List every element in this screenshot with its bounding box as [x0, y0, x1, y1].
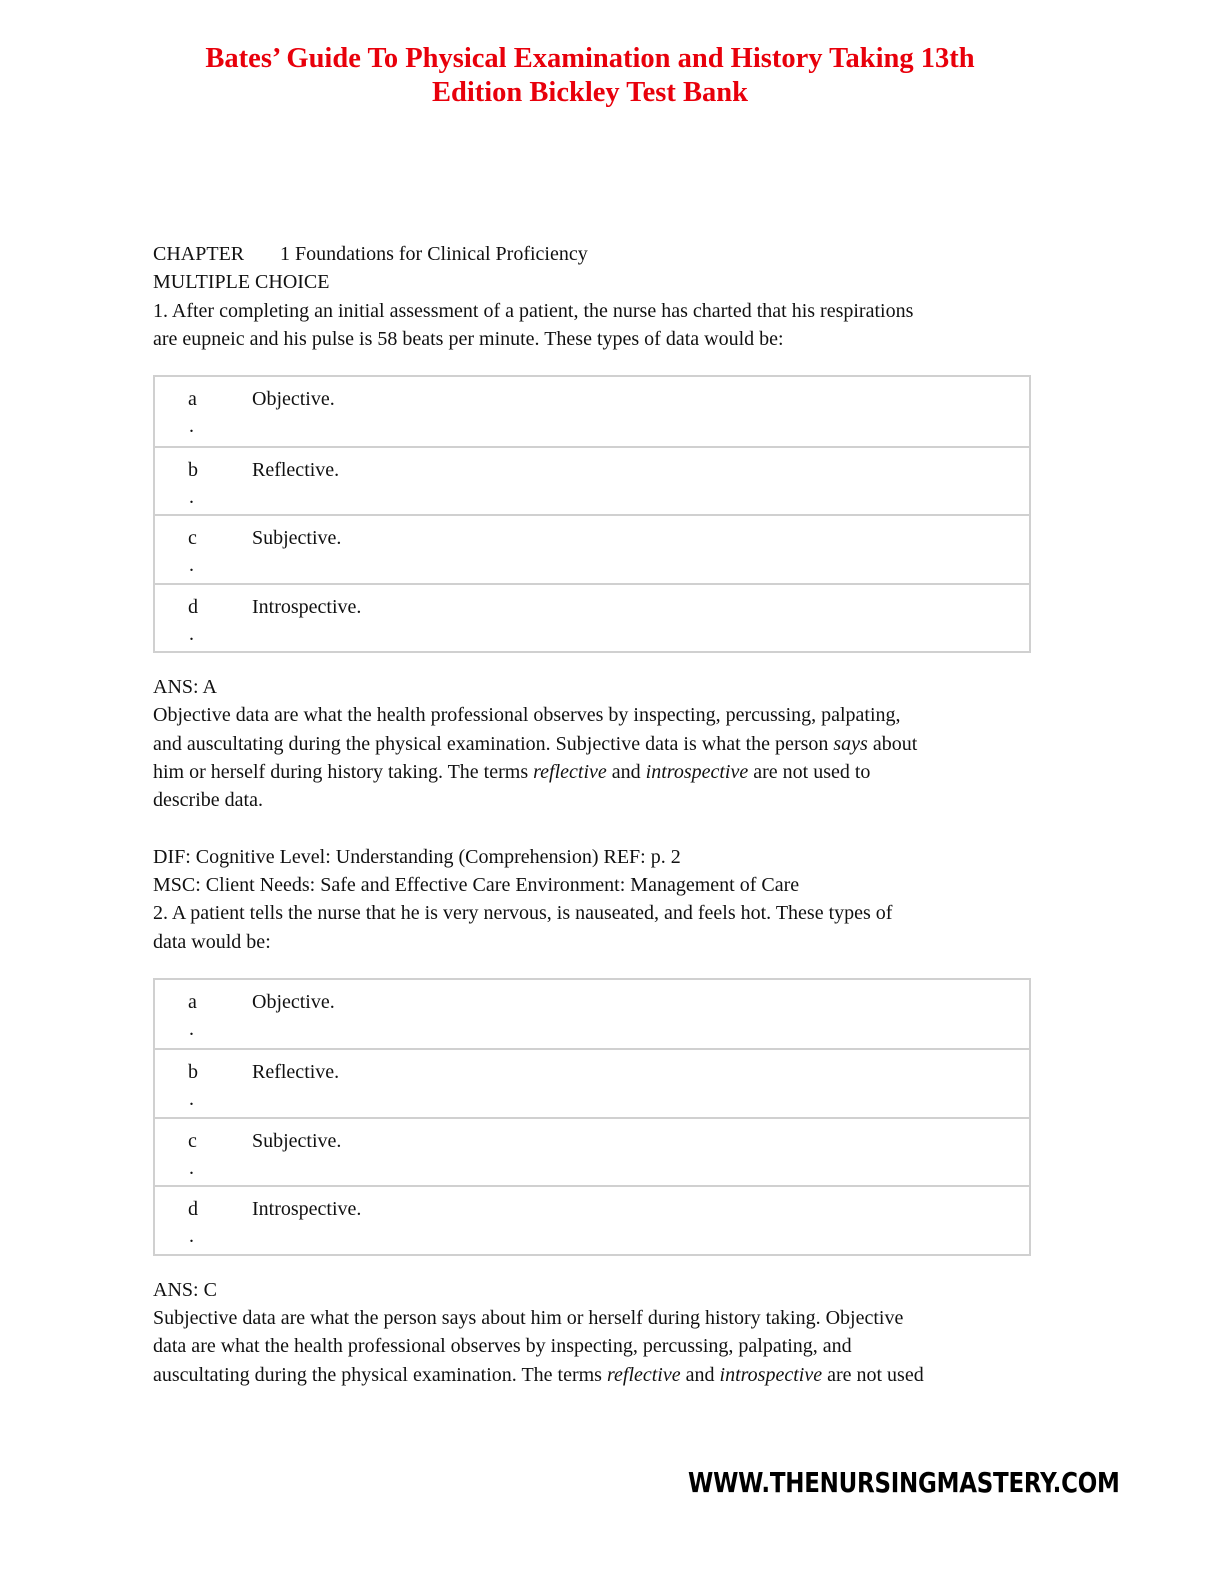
option-letter: c — [188, 1129, 197, 1152]
option-text: Objective. — [252, 990, 335, 1013]
option-row — [155, 514, 1029, 583]
option-letter: c — [188, 527, 197, 550]
options-table — [153, 978, 1031, 1256]
answer: ANS: C — [153, 1278, 217, 1301]
document-body — [153, 240, 1058, 1389]
rationale-line: Objective data are what the health professional observes by inspecting, percussing, palpating, — [153, 704, 901, 727]
question-1 — [153, 297, 1058, 900]
option-letter: d — [188, 595, 198, 618]
rationale-line — [153, 758, 1053, 786]
options-table — [153, 375, 1031, 653]
option-dot: . — [189, 1156, 194, 1179]
rationale-text: about — [867, 732, 918, 755]
rationale-text: and — [606, 761, 646, 784]
option-text: Reflective. — [252, 1061, 340, 1084]
title-line-1: Bates’ Guide To Physical Examination and History Taking 13th — [205, 43, 975, 74]
option-row — [155, 1048, 1029, 1117]
rationale-line — [153, 1361, 1053, 1389]
option-letter: b — [188, 458, 198, 481]
question-stem: data would be: — [153, 930, 271, 953]
chapter-heading — [153, 240, 1058, 268]
option-row — [155, 377, 1029, 446]
rationale-emphasis: introspective — [719, 1363, 823, 1386]
option-letter: d — [188, 1198, 198, 1221]
chapter-label: CHAPTER — [153, 243, 245, 265]
option-row — [155, 583, 1029, 652]
title-line-2: Edition Bickley Test Bank — [432, 77, 748, 108]
rationale-text: auscultating during the physical examination. The terms — [153, 1363, 607, 1386]
option-dot: . — [189, 1225, 194, 1248]
chapter-name: 1 Foundations for Clinical Proficiency — [280, 243, 588, 265]
msc-line: MSC: Client Needs: Safe and Effective Care Environment: Management of Care — [153, 873, 800, 896]
question-stem: are eupneic and his pulse is 58 beats per minute. These types of data would be: — [153, 327, 784, 350]
option-letter: a — [188, 388, 197, 411]
rationale — [153, 701, 1053, 814]
question-stem: 1. After completing an initial assessment of a patient, the nurse has charted that his respirations — [153, 299, 914, 322]
rationale-text: and auscultating during the physical examination. Subjective data is what the person — [153, 732, 834, 755]
rationale-line: describe data. — [153, 789, 263, 812]
option-dot: . — [189, 622, 194, 645]
rationale-emphasis: introspective — [645, 761, 749, 784]
rationale-text: are not used — [822, 1363, 924, 1386]
rationale-text: and — [680, 1363, 720, 1386]
rationale-emphasis: reflective — [606, 1363, 681, 1386]
question-stem: 2. A patient tells the nurse that he is very nervous, is nauseated, and feels hot. These types of — [153, 902, 893, 925]
option-row — [155, 1117, 1029, 1186]
answer: ANS: A — [153, 676, 217, 699]
option-dot: . — [189, 1088, 194, 1111]
rationale-text: are not used to — [748, 761, 871, 784]
option-row — [155, 446, 1029, 515]
rationale — [153, 1304, 1053, 1389]
option-row — [155, 980, 1029, 1049]
rationale-line: data are what the health professional observes by inspecting, percussing, palpating, and — [153, 1335, 852, 1358]
option-dot: . — [189, 554, 194, 577]
option-text: Subjective. — [252, 1129, 342, 1152]
footer-website-url: WWW.THENURSINGMASTERY.COM — [688, 1466, 1120, 1499]
document-title — [0, 42, 1180, 110]
option-text: Subjective. — [252, 527, 342, 550]
option-text: Reflective. — [252, 458, 340, 481]
dif-line: DIF: Cognitive Level: Understanding (Comprehension) REF: p. 2 — [153, 845, 681, 868]
rationale-line: Subjective data are what the person says about him or herself during history taking. Objective — [153, 1307, 904, 1330]
option-text: Introspective. — [252, 595, 362, 618]
option-dot: . — [189, 415, 194, 438]
option-dot: . — [189, 1017, 194, 1040]
rationale-emphasis: says — [833, 732, 868, 755]
option-row — [155, 1185, 1029, 1254]
rationale-line — [153, 730, 1053, 758]
section-heading: MULTIPLE CHOICE — [153, 271, 330, 294]
option-text: Introspective. — [252, 1198, 362, 1221]
option-text: Objective. — [252, 388, 335, 411]
rationale-emphasis: reflective — [533, 761, 607, 784]
option-dot: . — [189, 485, 194, 508]
option-letter: b — [188, 1061, 198, 1084]
rationale-text: him or herself during history taking. The terms — [153, 761, 534, 784]
option-letter: a — [188, 990, 197, 1013]
question-2 — [153, 899, 1058, 1389]
